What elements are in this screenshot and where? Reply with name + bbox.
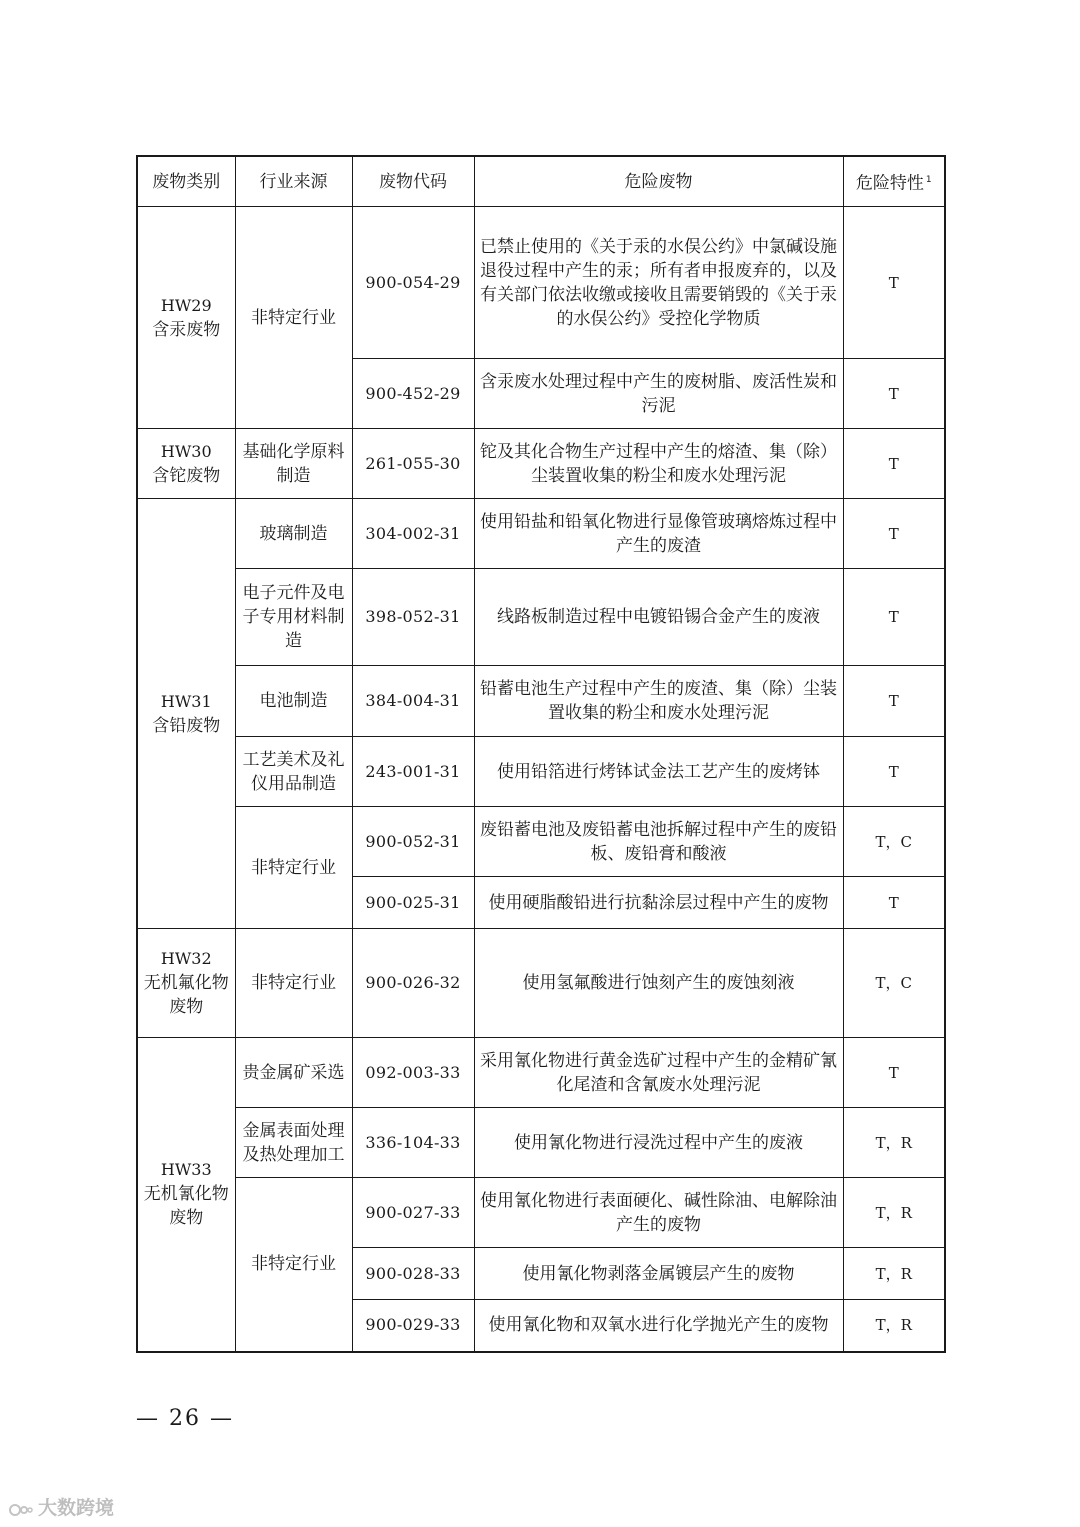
table-row bbox=[137, 807, 945, 877]
code-cell: 900-452-29 bbox=[352, 359, 474, 429]
code-cell: 398-052-31 bbox=[352, 569, 474, 666]
desc-cell: 使用硬脂酸铅进行抗黏涂层过程中产生的废物 bbox=[474, 877, 843, 929]
category-cell: HW33 无机氰化物废物 bbox=[137, 1038, 235, 1352]
brand-logo-icon bbox=[8, 1501, 34, 1517]
desc-cell: 已禁止使用的《关于汞的水俣公约》中氯碱设施退役过程中产生的汞；所有者申报废弃的，以及有关部门依法收缴或接收且需要销毁的《关于汞的水俣公约》受控化学物质 bbox=[474, 207, 843, 359]
table-row bbox=[137, 666, 945, 737]
hazardous-waste-table bbox=[136, 155, 946, 1353]
desc-cell: 含汞废水处理过程中产生的废树脂、废活性炭和污泥 bbox=[474, 359, 843, 429]
desc-cell: 使用氰化物剥落金属镀层产生的废物 bbox=[474, 1248, 843, 1300]
table-row bbox=[137, 207, 945, 359]
industry-cell: 非特定行业 bbox=[235, 207, 352, 429]
table-row bbox=[137, 1108, 945, 1178]
code-cell: 304-002-31 bbox=[352, 499, 474, 569]
hazard-cell: T bbox=[843, 666, 945, 737]
category-cell: HW31 含铅废物 bbox=[137, 499, 235, 929]
hazard-cell: T bbox=[843, 429, 945, 499]
code-cell: 900-027-33 bbox=[352, 1178, 474, 1248]
industry-cell: 电池制造 bbox=[235, 666, 352, 737]
footnote-mark: 1 bbox=[925, 174, 932, 185]
hazard-cell: T bbox=[843, 1038, 945, 1108]
code-cell: 900-029-33 bbox=[352, 1300, 474, 1352]
hazard-cell: T bbox=[843, 359, 945, 429]
table-row bbox=[137, 499, 945, 569]
industry-cell: 非特定行业 bbox=[235, 929, 352, 1038]
desc-cell: 铅蓄电池生产过程中产生的废渣、集（除）尘装置收集的粉尘和废水处理污泥 bbox=[474, 666, 843, 737]
industry-cell: 非特定行业 bbox=[235, 807, 352, 929]
industry-cell: 金属表面处理及热处理加工 bbox=[235, 1108, 352, 1178]
category-cell: HW29 含汞废物 bbox=[137, 207, 235, 429]
code-cell: 384-004-31 bbox=[352, 666, 474, 737]
code-cell: 336-104-33 bbox=[352, 1108, 474, 1178]
desc-cell: 使用铅箔进行烤钵试金法工艺产生的废烤钵 bbox=[474, 737, 843, 807]
code-cell: 900-025-31 bbox=[352, 877, 474, 929]
industry-cell: 基础化学原料制造 bbox=[235, 429, 352, 499]
table-row bbox=[137, 1038, 945, 1108]
hazard-cell: T bbox=[843, 499, 945, 569]
header-row bbox=[137, 156, 945, 207]
desc-cell: 线路板制造过程中电镀铅锡合金产生的废液 bbox=[474, 569, 843, 666]
table-row bbox=[137, 429, 945, 499]
code-cell: 243-001-31 bbox=[352, 737, 474, 807]
header-waste: 危险废物 bbox=[474, 156, 843, 207]
hazard-cell: T bbox=[843, 207, 945, 359]
header-industry: 行业来源 bbox=[235, 156, 352, 207]
industry-cell: 贵金属矿采选 bbox=[235, 1038, 352, 1108]
header-category: 废物类别 bbox=[137, 156, 235, 207]
table-row bbox=[137, 737, 945, 807]
industry-cell: 非特定行业 bbox=[235, 1178, 352, 1352]
code-cell: 900-028-33 bbox=[352, 1248, 474, 1300]
category-cell: HW30 含铊废物 bbox=[137, 429, 235, 499]
hazard-cell: T，R bbox=[843, 1300, 945, 1352]
hazard-cell: T，R bbox=[843, 1248, 945, 1300]
desc-cell: 废铅蓄电池及废铅蓄电池拆解过程中产生的废铅板、废铅膏和酸液 bbox=[474, 807, 843, 877]
watermark-text: 大数跨境 bbox=[38, 1497, 115, 1519]
desc-cell: 采用氰化物进行黄金选矿过程中产生的金精矿氰化尾渣和含氰废水处理污泥 bbox=[474, 1038, 843, 1108]
desc-cell: 使用氰化物和双氧水进行化学抛光产生的废物 bbox=[474, 1300, 843, 1352]
hazard-cell: T bbox=[843, 569, 945, 666]
desc-cell: 使用氰化物进行表面硬化、碱性除油、电解除油产生的废物 bbox=[474, 1178, 843, 1248]
desc-cell: 使用氰化物进行浸洗过程中产生的废液 bbox=[474, 1108, 843, 1178]
hazard-cell: T，R bbox=[843, 1178, 945, 1248]
industry-cell: 工艺美术及礼仪用品制造 bbox=[235, 737, 352, 807]
header-code: 废物代码 bbox=[352, 156, 474, 207]
hazard-cell: T bbox=[843, 877, 945, 929]
code-cell: 900-052-31 bbox=[352, 807, 474, 877]
category-cell: HW32 无机氟化物废物 bbox=[137, 929, 235, 1038]
code-cell: 092-003-33 bbox=[352, 1038, 474, 1108]
industry-cell: 玻璃制造 bbox=[235, 499, 352, 569]
hazard-cell: T，C bbox=[843, 807, 945, 877]
industry-cell: 电子元件及电子专用材料制造 bbox=[235, 569, 352, 666]
table-row bbox=[137, 929, 945, 1038]
hazard-cell: T，C bbox=[843, 929, 945, 1038]
desc-cell: 铊及其化合物生产过程中产生的熔渣、集（除）尘装置收集的粉尘和废水处理污泥 bbox=[474, 429, 843, 499]
hazard-cell: T bbox=[843, 737, 945, 807]
watermark bbox=[8, 1493, 114, 1520]
code-cell: 261-055-30 bbox=[352, 429, 474, 499]
table-row bbox=[137, 1178, 945, 1248]
page-number: — 26 — bbox=[136, 1406, 234, 1431]
desc-cell: 使用氢氟酸进行蚀刻产生的废蚀刻液 bbox=[474, 929, 843, 1038]
table-row bbox=[137, 569, 945, 666]
desc-cell: 使用铅盐和铅氧化物进行显像管玻璃熔炼过程中产生的废渣 bbox=[474, 499, 843, 569]
code-cell: 900-054-29 bbox=[352, 207, 474, 359]
header-hazard: 危险特性 $^1$ bbox=[843, 156, 945, 207]
hazard-cell: T，R bbox=[843, 1108, 945, 1178]
code-cell: 900-026-32 bbox=[352, 929, 474, 1038]
